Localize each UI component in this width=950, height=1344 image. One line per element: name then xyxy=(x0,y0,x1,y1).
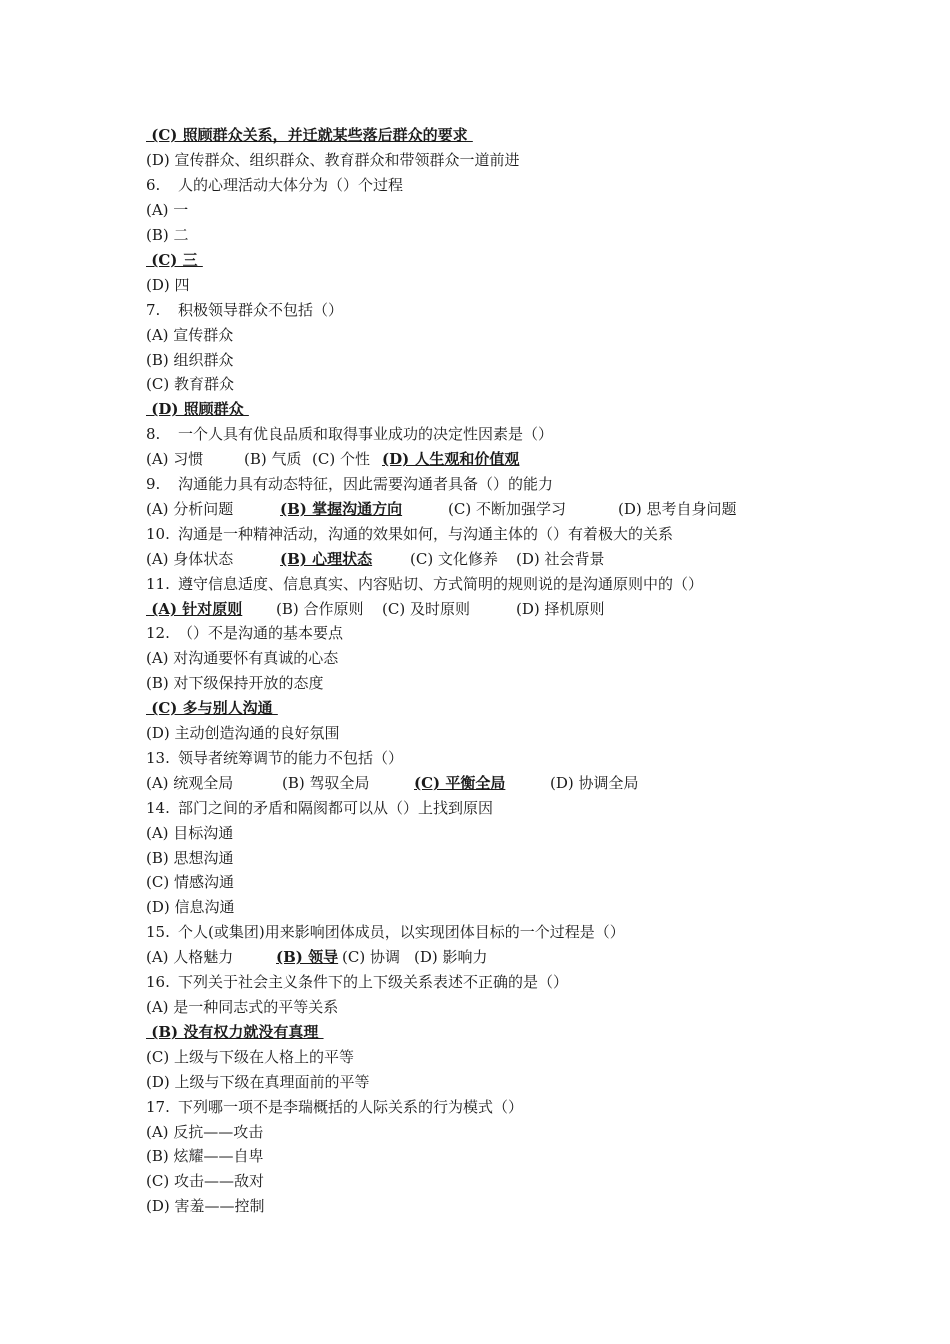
options-row xyxy=(146,498,737,520)
option-text: (D) 宣传群众、组织群众、教育群众和带领群众一道前进 xyxy=(146,151,520,169)
option-line xyxy=(146,1021,324,1043)
option-line xyxy=(146,349,234,371)
question-text: 领导者统筹调节的能力不包括（） xyxy=(178,749,404,767)
question-text: 个人(或集团)用来影响团体成员，以实现团体目标的一个过程是（） xyxy=(178,923,625,941)
option-line xyxy=(146,224,189,246)
answer-text: (B) 没有权力就没有真理 xyxy=(146,1023,324,1041)
option-d: (D) 协调全局 xyxy=(550,774,639,792)
options-row xyxy=(146,598,605,620)
question-line xyxy=(146,299,343,321)
option-d: (D) 社会背景 xyxy=(516,550,605,568)
option-a: (A) 习惯 xyxy=(146,450,204,468)
question-number: 11. xyxy=(146,575,170,593)
question-text: （）不是沟通的基本要点 xyxy=(178,624,344,642)
option-line xyxy=(146,1071,370,1093)
answer-text: (A) 针对原则 xyxy=(146,600,243,618)
option-text: (B) 思想沟通 xyxy=(146,849,234,867)
option-text: (A) 是一种同志式的平等关系 xyxy=(146,998,339,1016)
options-row xyxy=(146,448,519,470)
question-text: 部门之间的矛盾和隔阂都可以从（）上找到原因 xyxy=(178,799,494,817)
question-number: 14. xyxy=(146,799,170,817)
question-line xyxy=(146,573,703,595)
question-number: 10. xyxy=(146,525,170,543)
question-line xyxy=(146,473,553,495)
answer-text: (B) 掌握沟通方向 xyxy=(280,500,403,518)
question-line xyxy=(146,971,568,993)
option-text: (D) 上级与下级在真理面前的平等 xyxy=(146,1073,370,1091)
option-d: (D) 思考自身问题 xyxy=(618,500,737,518)
option-text: (B) 炫耀——自卑 xyxy=(146,1147,264,1165)
question-text: 下列哪一项不是李瑞概括的人际关系的行为模式（） xyxy=(178,1098,524,1116)
option-a: (A) 人格魅力 xyxy=(146,948,234,966)
option-line xyxy=(146,1195,265,1217)
question-line xyxy=(146,921,625,943)
options-row xyxy=(146,946,488,968)
option-text: (A) 目标沟通 xyxy=(146,824,234,842)
option-d: (D) 择机原则 xyxy=(516,600,605,618)
option-a: (A) 身体状态 xyxy=(146,550,234,568)
question-text: 一个人具有优良品质和取得事业成功的决定性因素是（） xyxy=(178,425,554,443)
question-line xyxy=(146,622,343,644)
question-number: 6. xyxy=(146,176,161,194)
option-b: (B) 气质 xyxy=(244,450,302,468)
option-line xyxy=(146,324,233,346)
option-b: (B) 驾驭全局 xyxy=(282,774,370,792)
answer-text: (B) 心理状态 xyxy=(280,550,373,568)
answer-text: (C) 三 xyxy=(146,251,203,269)
question-text: 下列关于社会主义条件下的上下级关系表述不正确的是（） xyxy=(178,973,569,991)
option-text: (D) 四 xyxy=(146,276,190,294)
option-line xyxy=(146,896,235,918)
question-number: 9. xyxy=(146,475,161,493)
option-text: (B) 二 xyxy=(146,226,189,244)
option-b: (B) 合作原则 xyxy=(276,600,364,618)
option-line xyxy=(146,249,203,271)
question-text: 沟通是一种精神活动，沟通的效果如何，与沟通主体的（）有着极大的关系 xyxy=(178,525,674,543)
answer-text: (D) 人生观和价值观 xyxy=(382,450,520,468)
answer-text: (B) 领导 xyxy=(276,948,339,966)
option-c: (C) 及时原则 xyxy=(382,600,470,618)
option-a: (A) 统观全局 xyxy=(146,774,234,792)
question-line xyxy=(146,1096,523,1118)
option-line xyxy=(146,1121,263,1143)
option-text: (D) 主动创造沟通的良好氛围 xyxy=(146,724,340,742)
option-text: (A) 一 xyxy=(146,201,189,219)
question-line xyxy=(146,174,403,196)
question-line xyxy=(146,747,403,769)
question-number: 16. xyxy=(146,973,170,991)
option-text: (A) 反抗——攻击 xyxy=(146,1123,264,1141)
option-line xyxy=(146,647,338,669)
option-line xyxy=(146,1145,264,1167)
option-line xyxy=(146,398,249,420)
option-text: (C) 上级与下级在人格上的平等 xyxy=(146,1048,354,1066)
option-text: (B) 对下级保持开放的态度 xyxy=(146,674,324,692)
question-number: 12. xyxy=(146,624,170,642)
option-line xyxy=(146,274,190,296)
option-text: (C) 攻击——敌对 xyxy=(146,1172,264,1190)
answer-text: (C) 多与别人沟通 xyxy=(146,699,278,717)
question-line xyxy=(146,797,493,819)
option-line xyxy=(146,1046,354,1068)
question-line xyxy=(146,423,553,445)
options-row xyxy=(146,772,639,794)
question-number: 13. xyxy=(146,749,170,767)
option-line xyxy=(146,871,234,893)
question-text: 沟通能力具有动态特征，因此需要沟通者具备（）的能力 xyxy=(178,475,554,493)
question-text: 积极领导群众不包括（） xyxy=(178,301,344,319)
question-text: 人的心理活动大体分为（）个过程 xyxy=(178,176,404,194)
option-line xyxy=(146,996,338,1018)
question-text: 遵守信息适度、信息真实、内容贴切、方式简明的规则说的是沟通原则中的（） xyxy=(178,575,704,593)
option-text: (A) 对沟通要怀有真诚的心态 xyxy=(146,649,339,667)
option-a: (A) 分析问题 xyxy=(146,500,234,518)
question-number: 17. xyxy=(146,1098,170,1116)
option-d: (D) 影响力 xyxy=(414,948,488,966)
option-c: (C) 协调 xyxy=(342,948,400,966)
answer-text: (C) 平衡全局 xyxy=(414,774,506,792)
option-line xyxy=(146,822,233,844)
option-line xyxy=(146,722,340,744)
option-line xyxy=(146,149,520,171)
answer-text: (C) 照顾群众关系，并迁就某些落后群众的要求 xyxy=(146,126,473,144)
option-line xyxy=(146,847,234,869)
question-number: 15. xyxy=(146,923,170,941)
option-line xyxy=(146,373,234,395)
option-line xyxy=(146,697,278,719)
question-line xyxy=(146,523,673,545)
option-text: (C) 情感沟通 xyxy=(146,873,234,891)
option-line xyxy=(146,199,188,221)
question-number: 7. xyxy=(146,301,161,319)
option-text: (D) 害羞——控制 xyxy=(146,1197,265,1215)
option-c: (C) 不断加强学习 xyxy=(448,500,566,518)
option-text: (D) 信息沟通 xyxy=(146,898,235,916)
answer-text: (D) 照顾群众 xyxy=(146,400,249,418)
option-line xyxy=(146,1170,264,1192)
option-text: (A) 宣传群众 xyxy=(146,326,234,344)
option-text: (B) 组织群众 xyxy=(146,351,234,369)
option-c: (C) 个性 xyxy=(312,450,370,468)
options-row xyxy=(146,548,605,570)
option-line xyxy=(146,672,324,694)
option-c: (C) 文化修养 xyxy=(410,550,498,568)
option-line xyxy=(146,124,473,146)
question-number: 8. xyxy=(146,425,161,443)
option-text: (C) 教育群众 xyxy=(146,375,234,393)
